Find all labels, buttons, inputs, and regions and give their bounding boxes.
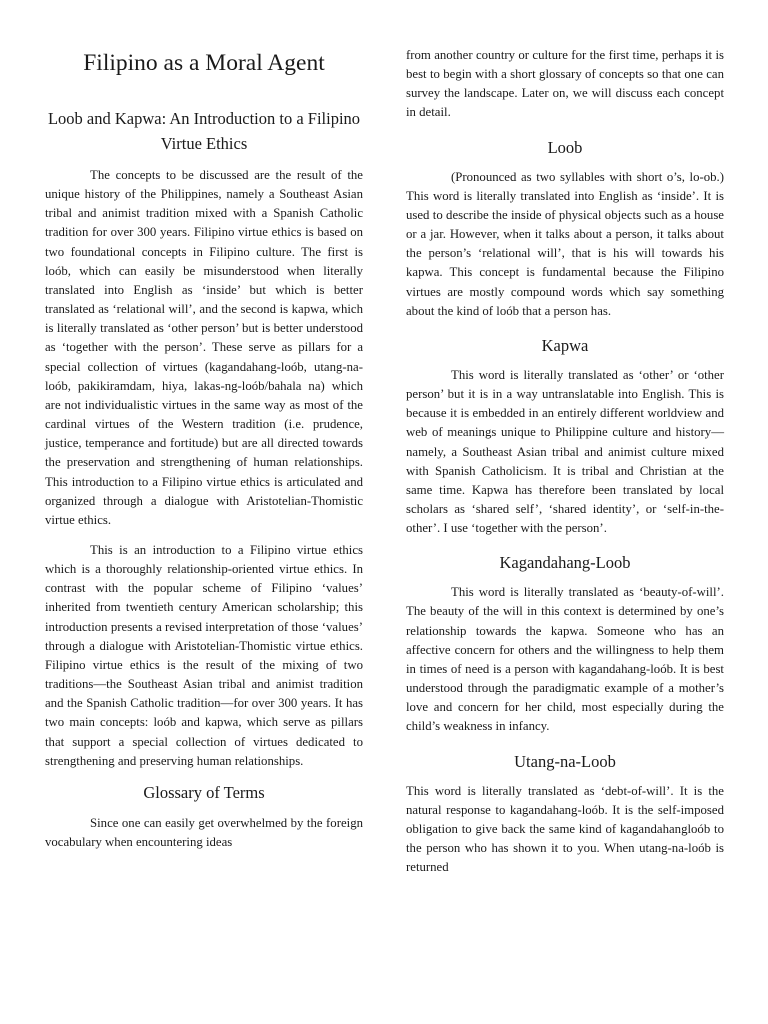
right-column <box>406 0 724 877</box>
kagandahang-loob-heading: Kagandahang-Loob <box>499 553 631 573</box>
glossary-intro-paragraph: Since one can easily get overwhelmed by the foreign vocabulary when encountering ideas <box>45 815 363 849</box>
page-title: Filipino as a Moral Agent <box>83 50 325 76</box>
kapwa-heading: Kapwa <box>541 335 589 355</box>
utang-na-loob-definition: This word is literally translated as ‘debt-of-will’. It is the natural response to kagandahang-loób. It is the self-imposed obligation to give back the same kind of kagandahangloób to the person who has shown it to you. When utang-na-loób is returned <box>406 783 724 875</box>
intro-paragraph-2: This is an introduction to a Filipino virtue ethics which is a thoroughly relationship-oriented virtue ethics. In contrast with the popular scheme of Filipino ‘values’ inherited from twentieth century American scholarship; this introduction presents a revised interpretation of those ‘values’ through a dialogue with Aristotelian-Thomistic virtue ethics. Filipino virtue ethics is the result of the mixing of two traditions—the Southeast Asian tribal and animist tradition and the Spanish Catholic tradition—for over 300 years. It has two main concepts: loób and kapwa, which serve as pillars that support a special collection of virtues dedicated to strengthening and preserving human relationships. <box>45 542 363 768</box>
glossary-intro-continued: from another country or culture for the first time, perhaps it is best to begin with a short glossary of concepts so that one can survey the landscape. Later on, we will discuss each concept in detail. <box>406 48 724 120</box>
kapwa-definition: This word is literally translated as ‘other’ or ‘other person’ but it is in a way untranslatable into English. This is because it is embedded in an entirely different worldview and web of meanings unique to Philippine culture and history—namely, a Southeast Asian tribal and animist culture mixed with Spanish Catholicism. It is tribal and Christian at the same time. Kapwa has therefore been translated by local scholars as ‘shared self’, ‘shared identity’, or ‘self-in-the-other’. I use ‘together with the person’. <box>406 367 724 536</box>
left-column <box>45 0 363 852</box>
loob-definition: (Pronounced as two syllables with short o’s, lo-ob.) This word is literally translated into English as ‘inside’. It is used to describe the inside of physical objects such as a house or a jar. However, when it talks about a person, it talks about the person’s ‘relational will’, that is his will towards his kapwa. This concept is fundamental because the Filipino virtues are mostly compound words which say something about the kind of loób that a person has. <box>406 169 724 318</box>
article-subtitle: Loob and Kapwa: An Introduction to a Filipino Virtue Ethics <box>47 109 361 153</box>
loob-heading: Loob <box>547 137 583 157</box>
glossary-heading: Glossary of Terms <box>143 782 265 802</box>
intro-paragraph-1: The concepts to be discussed are the result of the unique history of the Philippines, namely a Southeast Asian tribal and animist tradition mixed with a Spanish Catholic tradition for over 300 years. Filipino virtue ethics is based on two foundational concepts in Filipino culture. The first is loób, which can easily be misunderstood when literally translated into English as ‘inside’ but which is better translated as ‘relational will’, and the second is kapwa, which is literally translated as ‘other person’ but is better understood as ‘together with the person’. These serve as pillars for a special collection of virtues (kagandahang-loób, utang-na-loób, pakikiramdam, hiya, lakas-ng-loób/bahala na) which are not individualistic virtues in the same way as most of the cardinal virtues of the Western tradition (i.e. prudence, justice, temperance and fortitude) but are all directed towards the preservation and strengthening of human relationships. This introduction to a Filipino virtue ethics is articulated and organized through a dialogue with Aristotelian-Thomistic virtue ethics. <box>45 168 363 527</box>
kagandahang-loob-definition: This word is literally translated as ‘beauty-of-will’. The beauty of the will in this context is determined by one’s relationship towards the kapwa. Someone who has an affective concern for others and the willingness to help them in times of need is a person with kagandahang-loób. It is best understood through the paradigmatic example of a mother’s love and concern for her child, most especially during the child’s weakness in infancy. <box>406 585 724 734</box>
utang-na-loob-heading: Utang-na-Loob <box>514 751 616 771</box>
